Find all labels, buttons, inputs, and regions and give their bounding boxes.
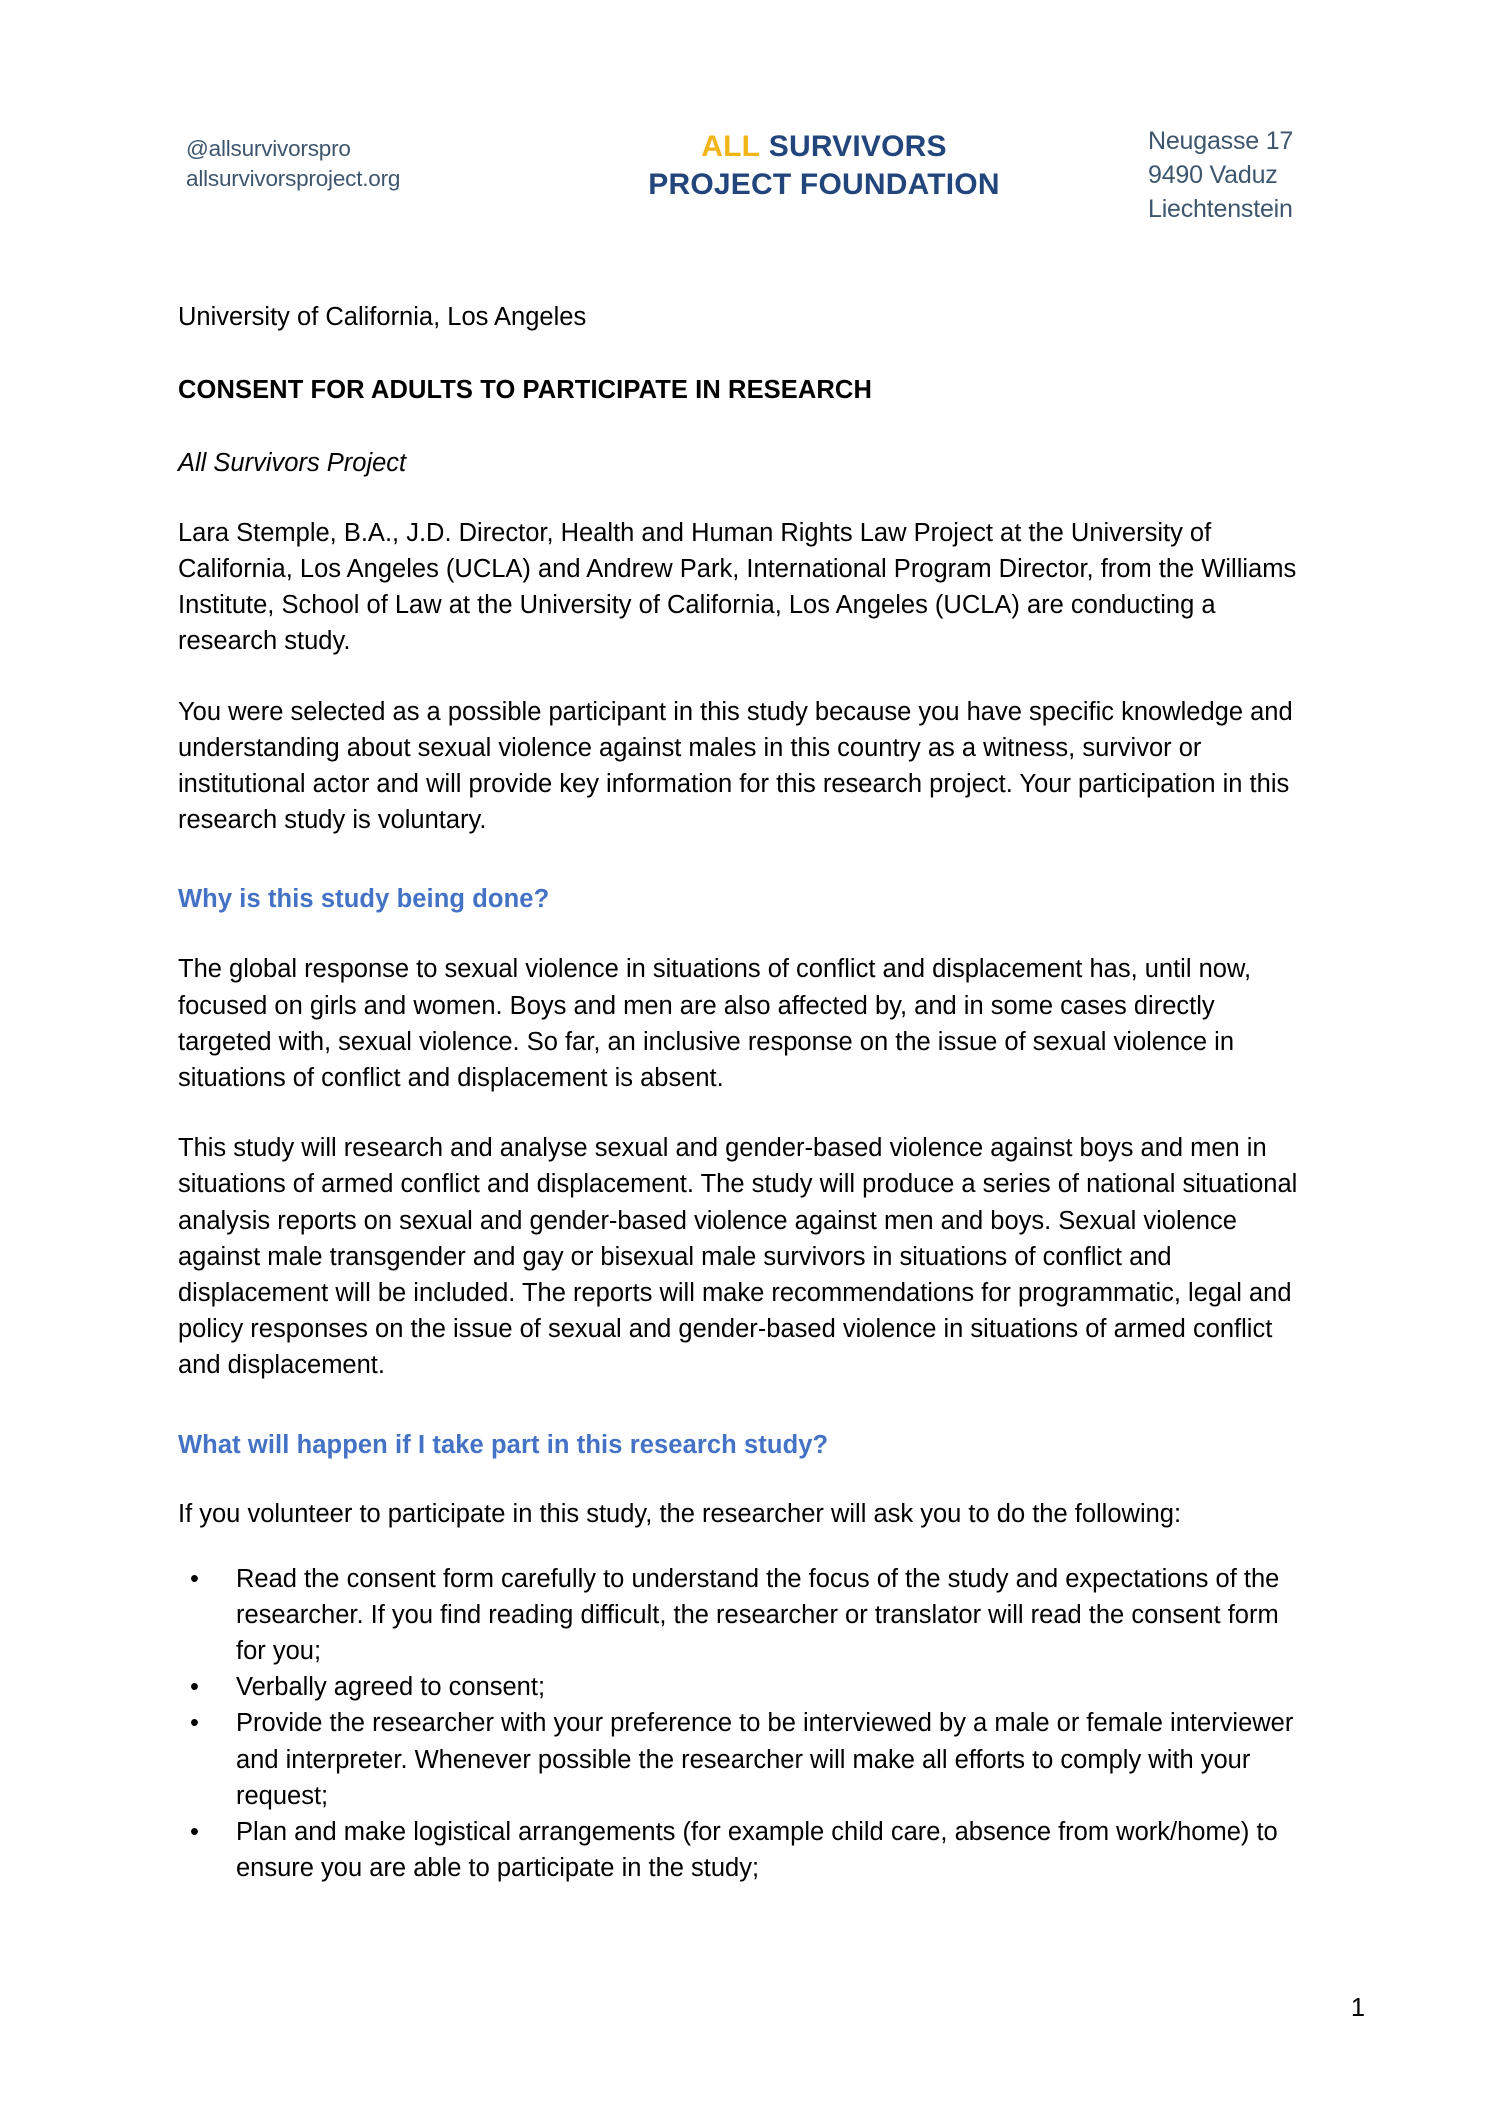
document-body: [178, 300, 1308, 1887]
logo-line-1: [614, 128, 1034, 166]
logo-line-2: PROJECT FOUNDATION: [648, 168, 1000, 202]
why-study-paragraph-1: The global response to sexual violence in situations of conflict and displacement has, until now, focused on girls and women. Boys and men are also affected by, and in some cases directly targeted with, sexual violence. So far, an inclusive response on the issue of sexual violence in situations of conflict and displacement is absent.: [178, 955, 1252, 1092]
logo-word-survivors: SURVIVORS: [768, 130, 947, 163]
participation-lead-in: If you volunteer to participate in this study, the researcher will ask you to do the following:: [178, 1500, 1182, 1529]
list-item: [178, 1814, 1308, 1886]
participation-task-list: [178, 1561, 1308, 1887]
list-item-text: Verbally agreed to consent;: [236, 1673, 546, 1702]
bullet-icon: •: [190, 1818, 199, 1847]
bullet-icon: •: [190, 1564, 199, 1593]
address-country: Liechtenstein: [1148, 195, 1293, 223]
bullet-icon: •: [190, 1709, 199, 1738]
social-handle: @allsurvivorspro: [186, 136, 351, 161]
address-city: 9490 Vaduz: [1148, 161, 1278, 189]
letterhead-contact-block: [186, 134, 400, 194]
organization-logo: [614, 128, 1034, 205]
letterhead-address-block: [1148, 124, 1293, 226]
list-item: [178, 1705, 1308, 1814]
section-heading-why-study: Why is this study being done?: [178, 885, 550, 914]
letterhead: [0, 104, 1500, 223]
page-number: 1: [1350, 1994, 1365, 2022]
address-street: Neugasse 17: [1148, 127, 1294, 155]
why-study-paragraph-2: This study will research and analyse sexual and gender-based violence against boys and men in situations of armed conflict and displacement. The study will produce a series of national situational analysis reports on sexual and gender-based violence against men and boys. Sexual violence against male transgender and gay or bisexual male survivors in situations of conflict and displacement will be included. The reports will make recommendations for programmatic, legal and policy responses on the issue of sexual and gender-based violence in situations of armed conflict and displacement.: [178, 1134, 1298, 1380]
logo-word-all: ALL: [701, 130, 761, 163]
project-subtitle: All Survivors Project: [178, 448, 407, 477]
institution-name: University of California, Los Angeles: [178, 303, 587, 331]
bullet-icon: •: [190, 1673, 199, 1702]
list-item-text: Read the consent form carefully to understand the focus of the study and expectations of the researcher. If you find reading difficult, the researcher or translator will read the consent form for you;: [236, 1564, 1280, 1666]
intro-paragraph: Lara Stemple, B.A., J.D. Director, Health and Human Rights Law Project at the University of California, Los Angeles (UCLA) and Andrew Park, International Program Director, from the Williams Institute, School of Law at the University of California, Los Angeles (UCLA) are conducting a research study.: [178, 518, 1297, 656]
website-url: allsurvivorsproject.org: [186, 165, 401, 191]
list-item-text: Plan and make logistical arrangements (for example child care, absence from work/home) to ensure you are able to participate in the study;: [236, 1818, 1278, 1883]
page-title: CONSENT FOR ADULTS TO PARTICIPATE IN RESEARCH: [178, 375, 872, 404]
list-item: [178, 1561, 1308, 1670]
list-item-text: Provide the researcher with your preference to be interviewed by a male or female interviewer and interpreter. Whenever possible the researcher will make all efforts to comply with your request;: [236, 1709, 1294, 1810]
list-item: [178, 1669, 1308, 1705]
section-heading-what-happens: What will happen if I take part in this research study?: [178, 1430, 829, 1459]
selection-paragraph: You were selected as a possible participant in this study because you have specific knowledge and understanding about sexual violence against males in this country as a witness, survivor or institutional actor and will provide key information for this research project. Your participation in this research study is voluntary.: [178, 697, 1293, 835]
